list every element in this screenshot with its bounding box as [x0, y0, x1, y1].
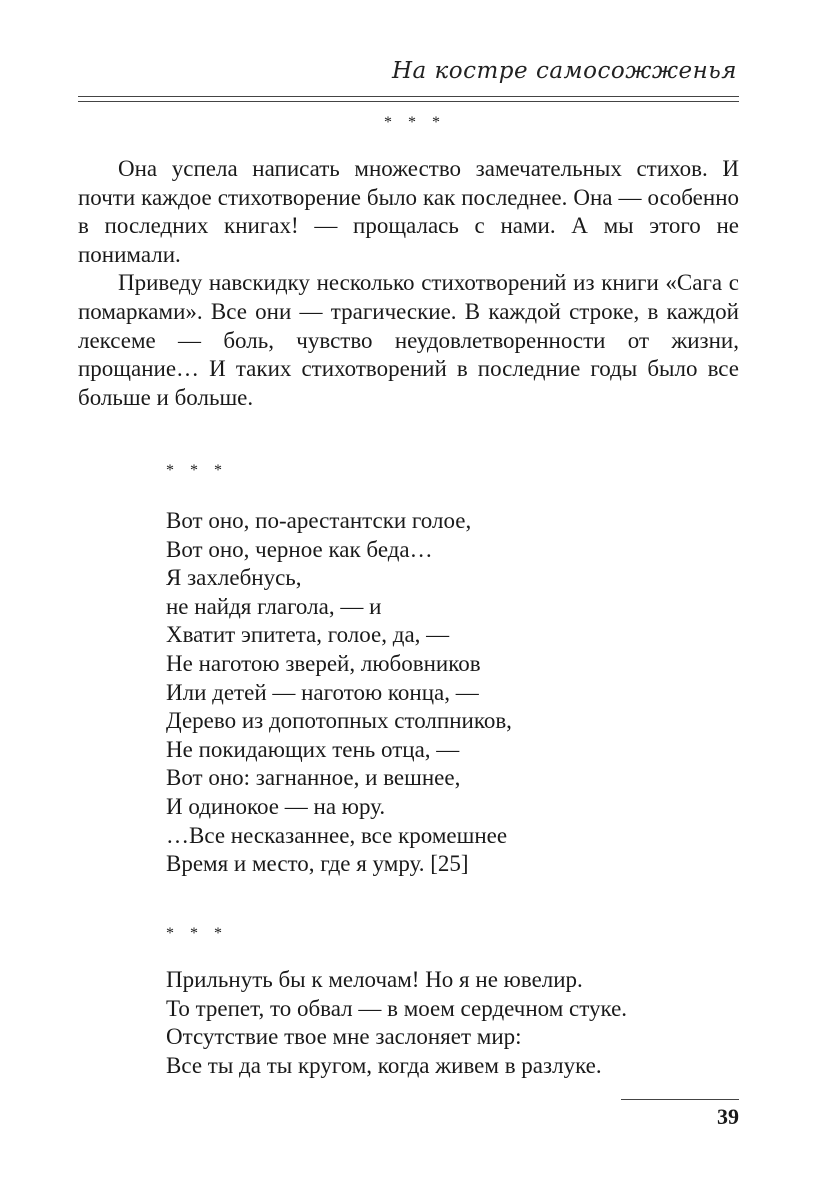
- poem-line: не найдя глагола, — и: [166, 593, 382, 619]
- poem-line: Не наготою зверей, любовников: [166, 650, 481, 676]
- paragraph: Она успела написать множество замечательных стихов. И почти каждое стихотворение было как последнее. Она — особенно в последних книгах! — прощалась с нами. А мы этого не понимали.: [78, 156, 739, 267]
- poem-line: Не покидающих тень отца, —: [166, 736, 460, 762]
- footer-rule: [621, 1099, 739, 1100]
- paragraph: Приведу навскидку несколько стихотворений из книги «Сага с помарками». Все они — трагические. В каждой строке, в каждой лексеме — боль, чувство неудовлетворенности от жизни, прощание… И таких стихотворений в последние годы было все больше и больше.: [78, 270, 739, 410]
- section-separator: * * *: [384, 114, 446, 131]
- poem: [166, 966, 627, 1080]
- poem-line: Вот оно, черное как беда…: [166, 536, 433, 562]
- poem-line: Хватит эпитета, голое, да, —: [166, 622, 450, 648]
- poem-separator: * * *: [166, 462, 228, 479]
- poem-line: Дерево из допотопных столпников,: [166, 708, 512, 734]
- poem-line: Или детей — наготою конца, —: [166, 679, 479, 705]
- poem-line: Вот оно, по-арестантски голое,: [166, 508, 472, 533]
- header-rule-upper: [78, 96, 739, 97]
- poem-line: То трепет, то обвал — в моем сердечном стуке.: [166, 995, 628, 1021]
- running-header: На костре самосожженья: [391, 58, 737, 84]
- poem-line: И одинокое — на юру.: [166, 793, 386, 819]
- poem-line: Прильнуть бы к мелочам! Но я не ювелир.: [166, 967, 583, 992]
- poem-line: Время и место, где я умру. [25]: [166, 851, 469, 877]
- header-rule-lower: [78, 101, 739, 102]
- poem-line: Все ты да ты кругом, когда живем в разлуке.: [166, 1052, 602, 1078]
- poem-separator: * * *: [166, 925, 228, 942]
- poem-line: …Все несказаннее, все кромешнее: [166, 822, 508, 848]
- prose-block: [78, 155, 739, 412]
- poem-line: Я захлебнусь,: [166, 565, 302, 591]
- page-number: 39: [717, 1104, 739, 1129]
- poem: [166, 507, 512, 879]
- poem-line: Отсутствие твое мне заслоняет мир:: [166, 1024, 522, 1050]
- poem-line: Вот оно: загнанное, и вешнее,: [166, 765, 461, 791]
